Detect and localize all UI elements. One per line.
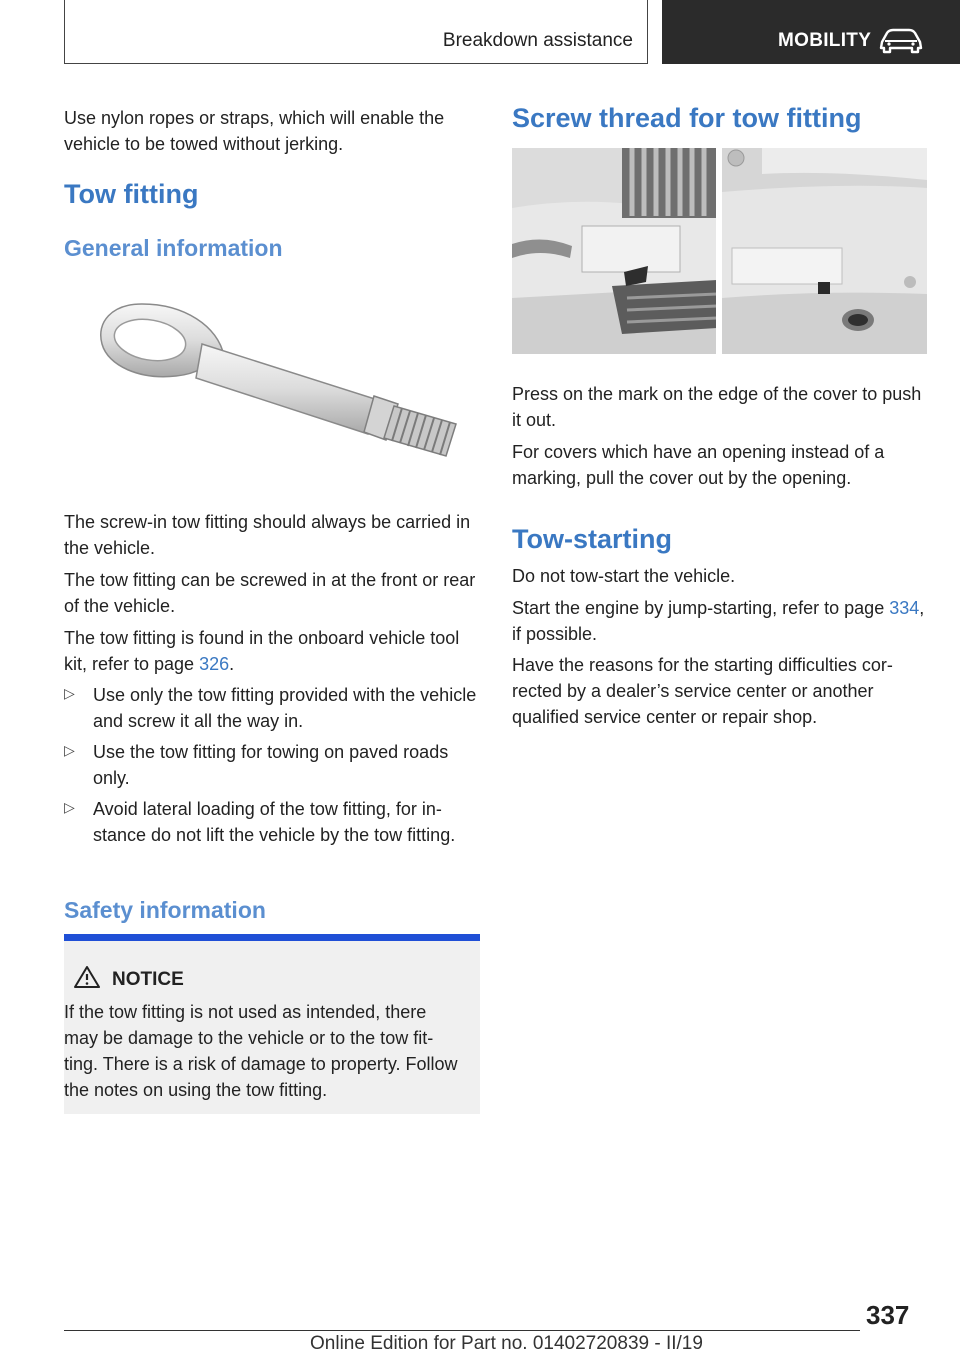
section-title: Breakdown assistance bbox=[442, 30, 633, 51]
heading-general-information: General information bbox=[64, 235, 283, 261]
bullet-text: Use only the tow fitting provided with the vehicle and screw it all the way in. bbox=[93, 685, 477, 731]
bullet-text: Avoid lateral loading of the tow fitting, for instance do not lift the vehicle by the tow fitting. bbox=[93, 799, 456, 845]
heading-tow-starting: Tow-starting bbox=[512, 524, 672, 554]
header-section-box bbox=[64, 0, 648, 64]
paragraph-press-mark: Press on the mark on the edge of the cover to push it out. bbox=[512, 384, 922, 430]
car-icon bbox=[878, 28, 924, 54]
notice-text: If the tow fitting is not used as intended, there may be damage to the vehicle or to the tow fitting. There is a risk of damage to property. Follow the notes on using the tow fitting. bbox=[64, 1002, 458, 1100]
rear-bumper-image bbox=[722, 148, 927, 354]
triangle-bullet-icon: ▷ bbox=[64, 742, 75, 758]
heading-screw-thread: Screw thread for tow fitting bbox=[512, 103, 862, 133]
triangle-bullet-icon: ▷ bbox=[64, 799, 75, 815]
warning-icon bbox=[74, 965, 100, 989]
page-link-334[interactable]: 334 bbox=[889, 598, 920, 618]
notice-label: NOTICE bbox=[112, 969, 184, 990]
tool-kit-text: The tow fitting is found in the onboard vehicle tool kit, refer to page bbox=[64, 628, 460, 674]
heading-tow-fitting: Tow fitting bbox=[64, 179, 199, 209]
footer-edition: Online Edition for Part no. 01402720839 - II/19 bbox=[310, 1333, 703, 1354]
front-bumper-image bbox=[512, 148, 717, 354]
paragraph-carried: The screw-in tow fitting should always be carried in the vehicle. bbox=[64, 512, 471, 558]
footer-divider bbox=[64, 1330, 860, 1331]
tool-kit-text-end: . bbox=[229, 654, 235, 674]
chapter-title: MOBILITY bbox=[778, 30, 872, 51]
page-number: 337 bbox=[866, 1300, 910, 1330]
tow-fitting-image bbox=[92, 296, 472, 472]
bullet-text: Use the tow fitting for towing on paved roads only. bbox=[93, 742, 449, 788]
page-link-326[interactable]: 326 bbox=[199, 654, 230, 674]
heading-safety-information: Safety information bbox=[64, 897, 266, 923]
intro-text: Use nylon ropes or straps, which will enable the vehicle to be towed without jerking. bbox=[64, 108, 445, 154]
paragraph-do-not-tow-start: Do not tow-start the vehicle. bbox=[512, 566, 736, 586]
bullet-item bbox=[64, 739, 480, 791]
paragraph-starting-difficulties: Have the reasons for the starting difficulties corrected by a dealer’s service center or another qualified service center or repair shop. bbox=[512, 655, 893, 727]
paragraph-jump-starting bbox=[512, 595, 928, 647]
paragraph-front-rear: The tow fitting can be screwed in at the front or rear of the vehicle. bbox=[64, 570, 476, 616]
bullet-item bbox=[64, 796, 480, 848]
notice-box bbox=[64, 934, 480, 1114]
bullet-item bbox=[64, 682, 480, 734]
paragraph-covers-opening: For covers which have an opening instead of a marking, pull the cover out by the opening. bbox=[512, 442, 885, 488]
paragraph-tool-kit bbox=[64, 625, 480, 677]
jump-start-text: Start the engine by jump-starting, refer to page bbox=[512, 598, 890, 618]
triangle-bullet-icon: ▷ bbox=[64, 685, 75, 701]
jump-start-text-end: , if possible. bbox=[512, 598, 925, 644]
